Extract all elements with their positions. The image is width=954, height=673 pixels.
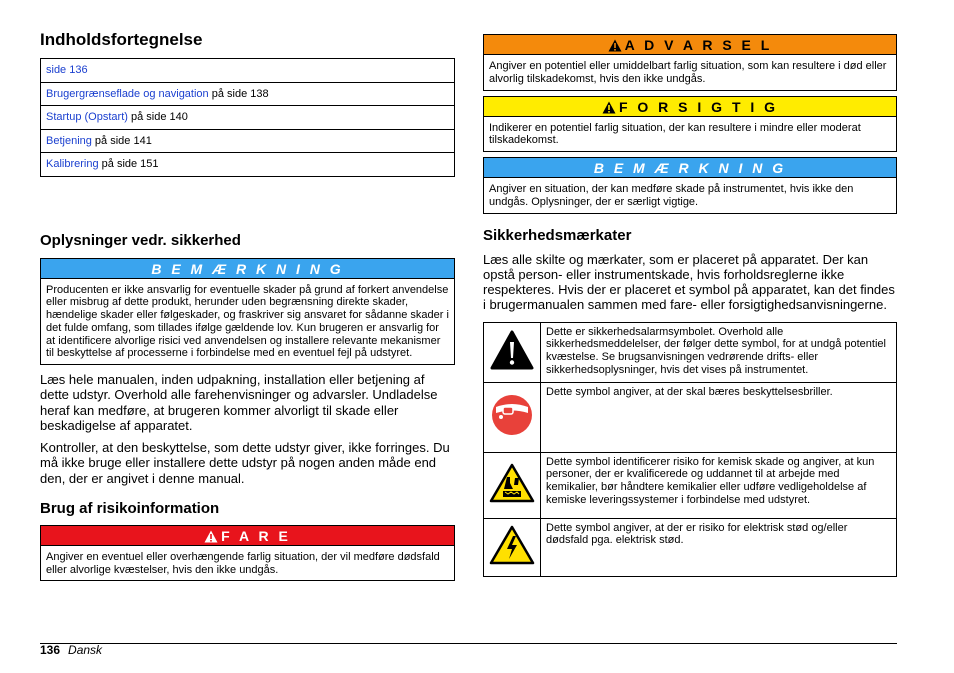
note-box bbox=[40, 258, 455, 366]
note-box bbox=[483, 157, 897, 214]
toc-row bbox=[41, 130, 454, 154]
warning-text: Angiver en potentiel eller umiddelbart farlig situation, som kan resultere i død eller alvorlig tilskadekomst, hvis den ikke undgås. bbox=[489, 60, 887, 85]
warning-header bbox=[484, 35, 896, 55]
footer bbox=[40, 643, 102, 657]
electrical-hazard-icon bbox=[489, 525, 535, 565]
safety-paragraph: Læs hele manualen, inden udpakning, installation eller betjening af dette udstyr. Overhold alle farehenvisninger og advarsler. Undladelse heraf kan medføre, at brugeren kommer alvorligt til skade eller beskadigelse af apparatet. bbox=[40, 372, 438, 433]
caution-header bbox=[484, 97, 896, 117]
warning-label: A D V A R S E L bbox=[624, 37, 773, 53]
icon-cell bbox=[484, 452, 541, 518]
toc-link[interactable]: Kalibrering bbox=[46, 158, 99, 170]
toc-link[interactable]: Startup (Opstart) bbox=[46, 111, 128, 123]
symbol-description: Dette er sikkerhedsalarmsymbolet. Overhold alle sikkerhedsmeddelelser, der følger dette symbol, for at undgå potentiel kvæstelse. Se brugsanvisningen vedrørende drifts- eller sikkerhedsoplysninger, hvis det vises på instrumentet. bbox=[541, 322, 897, 382]
danger-text: Angiver en eventuel eller overhængende farlig situation, der vil medføre dødsfald eller alvorlige kvæstelser, hvis den ikke undgås. bbox=[46, 550, 440, 576]
symbol-description: Dette symbol identificerer risiko for kemisk skade og angiver, at kun personer, der er kvalificerede og uddannet til at arbejde med kemikalier, bør håndtere kemikalier eller udføre vedligeholdelse af kemiske leveringssystemer i forbindelse med udstyret. bbox=[541, 452, 897, 518]
danger-box bbox=[40, 525, 455, 582]
table-row bbox=[484, 322, 897, 382]
warning-triangle-icon bbox=[608, 39, 622, 52]
safety-paragraph: Kontroller, at den beskyttelse, som dette udstyr giver, ikke forringes. Du må ikke bruge eller installere dette udstyr på nogen anden måde end den, der er angivet i denne manual. bbox=[40, 440, 450, 486]
labels-intro: Læs alle skilte og mærkater, som er placeret på apparatet. Der kan opstå person- eller instrumentskade, hvis forholdsreglerne ikke respekteres. Hvis der er placeret et symbol på apparatet, kan det findes i brugermanualen sammen med fare- eller forsigtighedsanvisningerne. bbox=[483, 251, 895, 313]
icon-cell bbox=[484, 518, 541, 576]
labels-heading: Sikkerhedsmærkater bbox=[483, 226, 632, 244]
toc-page-ref: på side 151 bbox=[98, 158, 159, 170]
toc-page-ref: på side 138 bbox=[208, 87, 269, 100]
caution-box bbox=[483, 96, 897, 153]
note-label: B E M Æ R K N I N G bbox=[41, 259, 454, 279]
symbol-table bbox=[483, 322, 897, 577]
table-row bbox=[484, 452, 897, 518]
caution-text: Indikerer en potentiel farlig situation, der kan resultere i mindre eller moderat tilskadekomst. bbox=[489, 121, 861, 147]
toc-page-ref: på side 141 bbox=[91, 134, 152, 147]
safety-alert-icon bbox=[490, 330, 534, 370]
toc-link[interactable]: side 136 bbox=[46, 64, 88, 76]
danger-header bbox=[41, 526, 454, 546]
toc-page-ref: på side 140 bbox=[127, 111, 188, 123]
table-row bbox=[484, 518, 897, 576]
toc-title: Indholdsfortegnelse bbox=[40, 30, 203, 49]
note-text: Angiver en situation, der kan medføre skade på instrumentet, hvis ikke den undgås. Oplysninger, der er særligt vigtige. bbox=[489, 183, 854, 208]
note-text: Producenten er ikke ansvarlig for eventuelle skader på grund af forkert anvendelse eller misbrug af dette produkt, herunder uden begrænsning direkte skader, hændelige skader eller følgeskader, og fraskriver sig ansvaret for sådanne skader i det fulde omfang, som tillades ifølge gældende lov. Kun brugeren er ansvarlig for at identificere alvorlige risici ved anvendelsen og installere relevante mekanismer til beskyttelse af processerne i forbindelse med en eventuel fejl på udstyret. bbox=[46, 283, 449, 360]
toc-row bbox=[41, 106, 454, 130]
left-column bbox=[40, 30, 455, 581]
warning-triangle-icon bbox=[204, 530, 218, 543]
danger-label: F A R E bbox=[221, 527, 291, 544]
page-number: 136 bbox=[40, 643, 61, 657]
toc-link[interactable]: Betjening bbox=[46, 134, 92, 147]
right-column bbox=[483, 34, 897, 577]
icon-cell bbox=[484, 382, 541, 452]
toc-row bbox=[41, 153, 454, 177]
warning-triangle-icon bbox=[602, 101, 616, 114]
toc-row bbox=[41, 83, 454, 107]
footer-rule bbox=[40, 643, 897, 644]
note-label: B E M Æ R K N I N G bbox=[484, 158, 896, 178]
safety-glasses-icon bbox=[490, 393, 534, 437]
risk-heading: Brug af risikoinformation bbox=[40, 499, 220, 517]
symbol-description: Dette symbol angiver, at der skal bæres beskyttelsesbriller. bbox=[541, 382, 897, 452]
toc-link[interactable]: Brugergrænseflade og navigation bbox=[46, 87, 209, 100]
symbol-description: Dette symbol angiver, at der er risiko for elektrisk stød og/eller dødsfald pga. elektrisk stød. bbox=[541, 518, 897, 576]
footer-language: Dansk bbox=[68, 643, 103, 657]
safety-heading: Oplysninger vedr. sikkerhed bbox=[40, 231, 241, 249]
warning-box bbox=[483, 34, 897, 91]
table-row bbox=[484, 382, 897, 452]
icon-cell bbox=[484, 322, 541, 382]
toc-table bbox=[40, 58, 455, 177]
toc-row bbox=[41, 59, 454, 83]
caution-label: F O R S I G T I G bbox=[618, 98, 779, 115]
chemical-hazard-icon bbox=[489, 463, 535, 503]
